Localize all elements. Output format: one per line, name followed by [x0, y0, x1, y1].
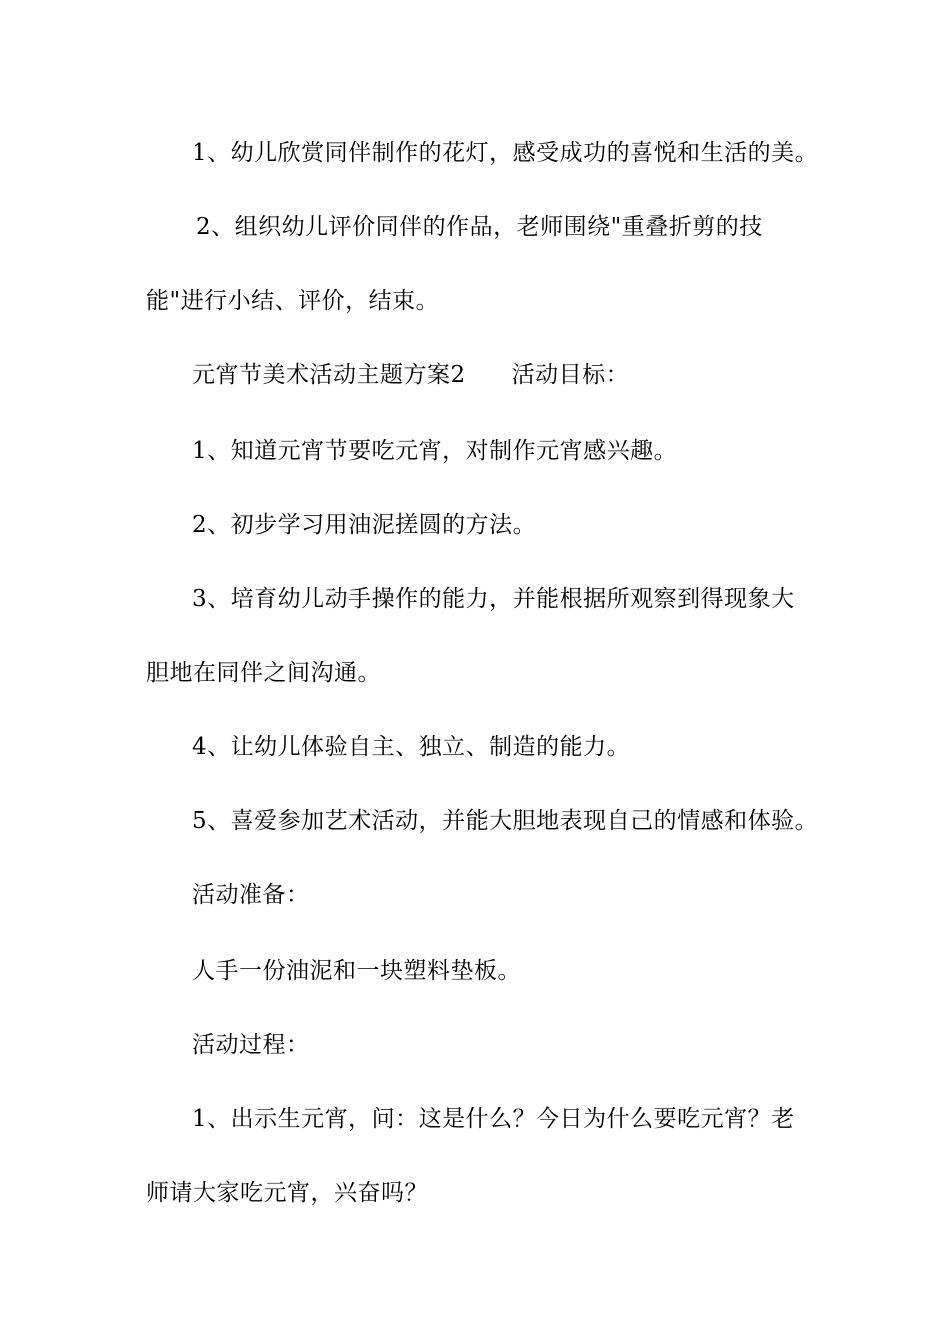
section-title: 元宵节美术活动主题方案2	[192, 362, 466, 388]
paragraph-line: 胆地在同伴之间沟通。	[146, 660, 381, 686]
subsection-title: 活动目标：	[511, 362, 630, 388]
paragraph-line: 2、初步学习用油泥搓圆的方法。	[192, 512, 537, 538]
paragraph-line: 1、知道元宵节要吃元宵，对制作元宵感兴趣。	[192, 438, 678, 464]
section-heading-line	[192, 360, 629, 390]
paragraph-line: 能"进行小结、评价，结束。	[146, 288, 440, 314]
paragraph-line: 人手一份油泥和一块塑料垫板。	[192, 958, 521, 984]
paragraph-line: 师请大家吃元宵，兴奋吗？	[146, 1180, 428, 1206]
subsection-title: 活动过程：	[192, 1032, 310, 1058]
paragraph-line: 2、组织幼儿评价同伴的作品，老师围绕"重叠折剪的技	[196, 214, 763, 240]
paragraph-line: 1、出示生元宵，问：这是什么？今日为什么要吃元宵？老	[192, 1106, 795, 1132]
paragraph-line: 1、幼儿欣赏同伴制作的花灯，感受成功的喜悦和生活的美。	[192, 140, 819, 166]
subsection-title: 活动准备：	[192, 882, 310, 908]
paragraph-line: 4、让幼儿体验自主、独立、制造的能力。	[192, 734, 631, 760]
paragraph-line: 3、培育幼儿动手操作的能力，并能根据所观察到得现象大	[192, 586, 795, 612]
paragraph-line: 5、喜爱参加艺术活动，并能大胆地表现自己的情感和体验。	[192, 808, 819, 834]
